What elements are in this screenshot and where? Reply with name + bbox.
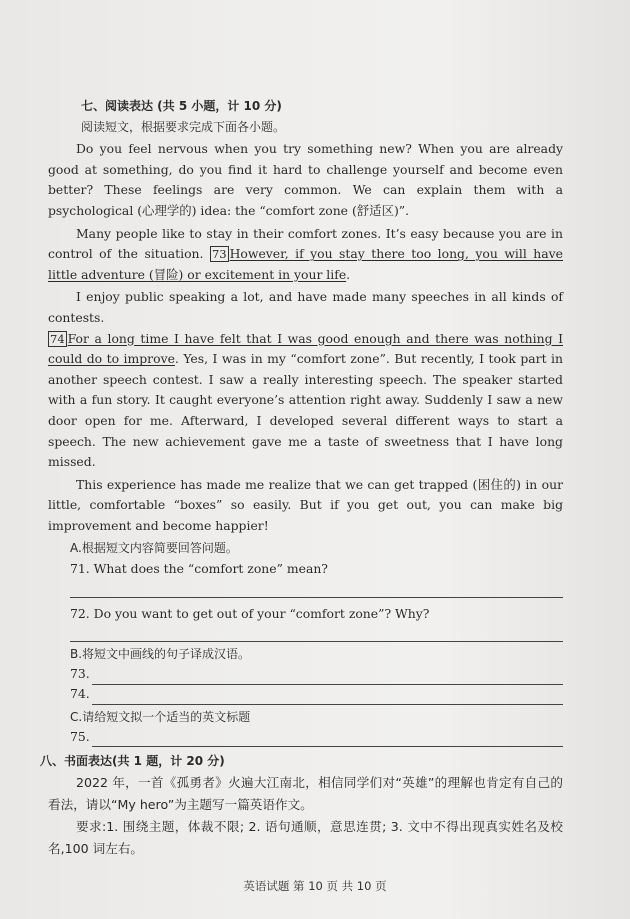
section8-prompt: 2022 年，一首《孤勇者》火遍大江南北，相信同学们对“英雄”的理解也肯定有自己的看法，请以“My hero”为主题写一篇英语作文。 <box>48 775 563 813</box>
answer-label-75: 75. <box>70 728 90 744</box>
answer-line-75[interactable] <box>92 732 563 747</box>
passage-paragraph-1: Do you feel nervous when you try something new? When you are already good at something, do you find it hard to challenge yourself and become even better? These feelings are very common. We can explain them with a psychological (心理学的) idea: the “comfort zone (舒适区)”. <box>48 141 563 218</box>
section8-requirements: 要求:1. 围绕主题，体裁不限; 2. 语句通顺，意思连贯; 3. 文中不得出现真实姓名及校名,100 词左右。 <box>48 819 563 857</box>
partB-title: B.将短文中画线的句子译成汉语。 <box>70 647 251 662</box>
answer-line-72[interactable] <box>70 624 563 642</box>
page-footer: 英语试题 第 10 页 共 10 页 <box>243 879 387 893</box>
section7-title: 七、阅读表达 (共 5 小题，计 10 分) <box>81 99 282 113</box>
partA-title: A.根据短文内容简要回答问题。 <box>70 541 238 556</box>
passage-paragraph-2 <box>48 224 563 286</box>
answer-line-74[interactable] <box>92 690 563 705</box>
underlined-sentence-74: For a long time I have felt that I was good enough and there was nothing I could do to improve <box>48 330 563 367</box>
question-72: 72. Do you want to get out of your “comfort zone”? Why? <box>70 605 430 621</box>
page-content <box>40 96 564 860</box>
answer-row-74 <box>70 685 563 705</box>
paragraph-2-lead: Many people like to stay in their comfort zones. It’s easy because you are in control of the situation. <box>48 225 563 262</box>
paragraph-2-end: . <box>346 266 351 282</box>
question-71: 71. What does the “comfort zone” mean? <box>70 561 328 577</box>
answer-row-75 <box>70 727 563 747</box>
partC-title: C.请给短文拟一个适当的英文标题 <box>70 709 251 724</box>
answer-line-73[interactable] <box>92 670 563 685</box>
underlined-sentence-73: However, if you stay there too long, you will have little adventure (冒险) or excitement in your life <box>48 246 563 282</box>
paragraph-3-rest: . Yes, I was in my “comfort zone”. But recently, I took part in another speech contest. I saw a really interesting speech. The speaker started with a fun story. It caught everyone’s attention right away. Suddenly I saw a new door open for me. Afterward, I developed several different ways to start a speech. The new achievement gave me a taste of sweetness that I have long missed. <box>48 351 564 470</box>
passage-paragraph-4: This experience has made me realize that we can get trapped (困住的) in our little, comfortable “boxes” so easily. But if you get out, you can make big improvement and become happier! <box>48 476 563 533</box>
section7-instruction: 阅读短文，根据要求完成下面各小题。 <box>81 119 286 134</box>
answer-row-73 <box>70 665 563 685</box>
section8-title: 八、书面表达(共 1 题，计 20 分) <box>40 754 225 769</box>
question-marker-74: 74 <box>50 331 65 346</box>
answer-label-73: 73. <box>70 666 90 682</box>
passage-paragraph-3-first: I enjoy public speaking a lot, and have made many speeches in all kinds of contests. <box>48 289 563 325</box>
answer-label-74: 74. <box>70 686 90 702</box>
passage-paragraph-3 <box>48 329 563 473</box>
question-marker-73: 73 <box>211 247 227 262</box>
answer-line-71[interactable] <box>70 580 563 598</box>
